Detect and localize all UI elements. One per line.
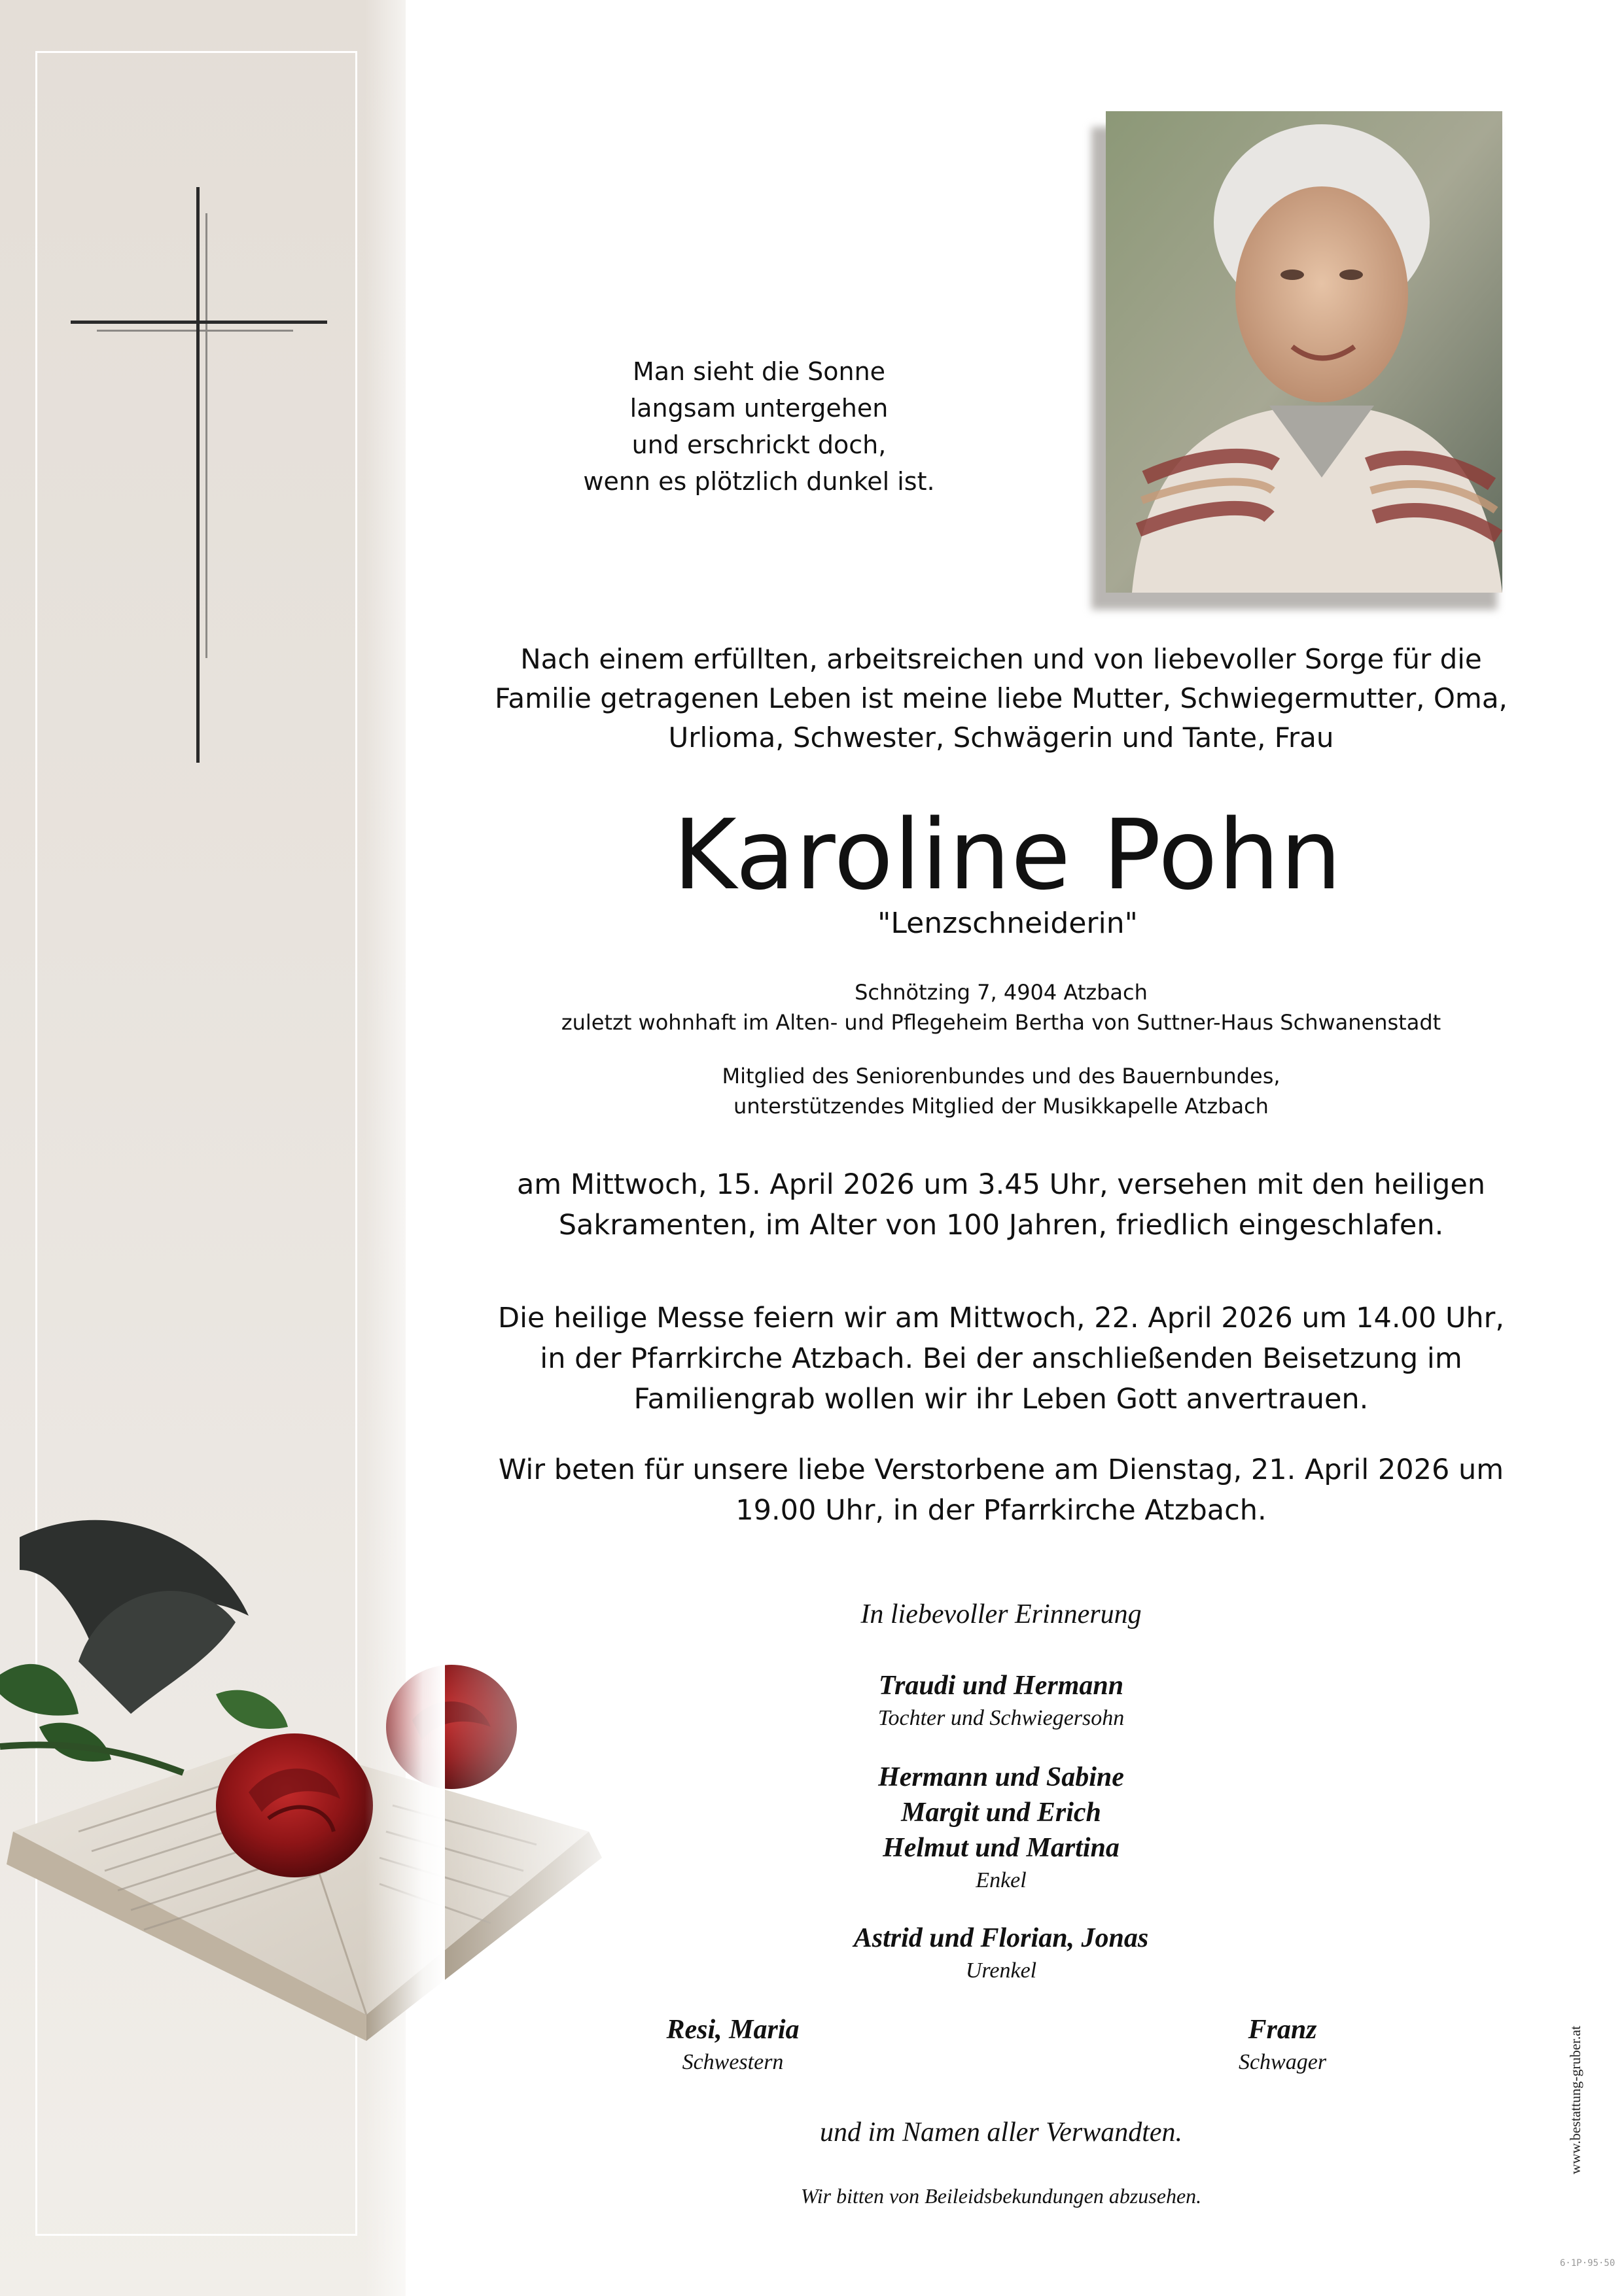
prayer-line: Wir beten für unsere liebe Verstorbene am Dienstag, 21. April 2026 um [498,1453,1504,1486]
death-line: am Mittwoch, 15. April 2026 um 3.45 Uhr, versehen mit den heiligen [516,1168,1486,1201]
intro-line: Nach einem erfüllten, arbeitsreichen und von liebevoller Sorge für die [520,643,1482,675]
intro-line: Familie getragenen Leben ist meine liebe Mutter, Schwiegermutter, Oma, [495,682,1508,714]
deceased-name: Karoline Pohn [673,799,1343,911]
mourner-group [720,1921,1282,1986]
funeral-home-website: www.bestattung-gruber.at [1567,2025,1583,2174]
poem-line: und erschrickt doch, [631,430,887,459]
mass-line: Familiengrab wollen wir ihr Leben Gott anvertrauen. [633,1383,1369,1416]
membership-line: Mitglied des Seniorenbundes und des Bauernbundes, [722,1064,1280,1088]
mourner-role: Enkel [976,1868,1027,1892]
deceased-nickname: "Lenzschneiderin" [877,907,1138,940]
mourner-names: Franz [1248,2015,1317,2045]
death-line: Sakramenten, im Alter von 100 Jahren, friedlich eingeschlafen. [558,1209,1444,1242]
mass-line: in der Pfarrkirche Atzbach. Bei der anschließenden Beisetzung im [540,1342,1462,1375]
membership-line: unterstützendes Mitglied der Musikkapelle Atzbach [733,1094,1269,1119]
address-line: Schnötzing 7, 4904 Atzbach [855,980,1148,1005]
mass-notice [471,1298,1531,1419]
prayer-line: 19.00 Uhr, in der Pfarrkirche Atzbach. [735,1494,1267,1527]
poem-quote [576,353,942,500]
intro-line: Urlioma, Schwester, Schwägerin und Tante, Frau [668,722,1334,754]
mass-line: Die heilige Messe feiern wir am Mittwoch, 22. April 2026 um 14.00 Uhr, [497,1302,1505,1334]
condolence-note: Wir bitten von Beileidsbekundungen abzusehen. [800,2184,1202,2208]
mourner-role: Schwestern [682,2050,784,2074]
mourner-group [1112,2012,1453,2078]
poem-line: wenn es plötzlich dunkel ist. [583,467,935,496]
mourner-names: Helmut und Martina [883,1833,1120,1863]
poem-line: langsam untergehen [629,394,889,423]
closing-line: und im Namen aller Verwandten. [819,2117,1183,2148]
memory-heading: In liebevoller Erinnerung [860,1599,1142,1629]
intro-text [471,640,1531,757]
mourner-names: Resi, Maria [666,2015,800,2045]
document-code: 6·1P·95·50 [1560,2258,1615,2269]
face [1235,186,1408,402]
address-line: zuletzt wohnhaft im Alten- und Pflegeheim Bertha von Suttner-Haus Schwanenstadt [561,1010,1441,1035]
mourner-names: Astrid und Florian, Jonas [853,1923,1149,1953]
mourner-names: Hermann und Sabine [878,1762,1124,1792]
death-notice [471,1164,1531,1245]
prayer-notice [471,1450,1531,1531]
mourner-names: Traudi und Hermann [878,1671,1124,1701]
mourner-names: Margit und Erich [901,1798,1101,1828]
poem-line: Man sieht die Sonne [632,357,886,386]
mourner-role: Schwager [1238,2050,1327,2074]
mourner-group [720,1760,1282,1896]
cross-icon [71,187,327,763]
mourner-group [720,1668,1282,1733]
deceased-address [471,977,1531,1037]
mourner-role: Urenkel [965,1958,1037,1983]
portrait-photo [1106,111,1502,593]
mourner-group [563,2012,903,2078]
mourner-role: Tochter und Schwiegersohn [877,1706,1125,1730]
membership [471,1061,1531,1121]
